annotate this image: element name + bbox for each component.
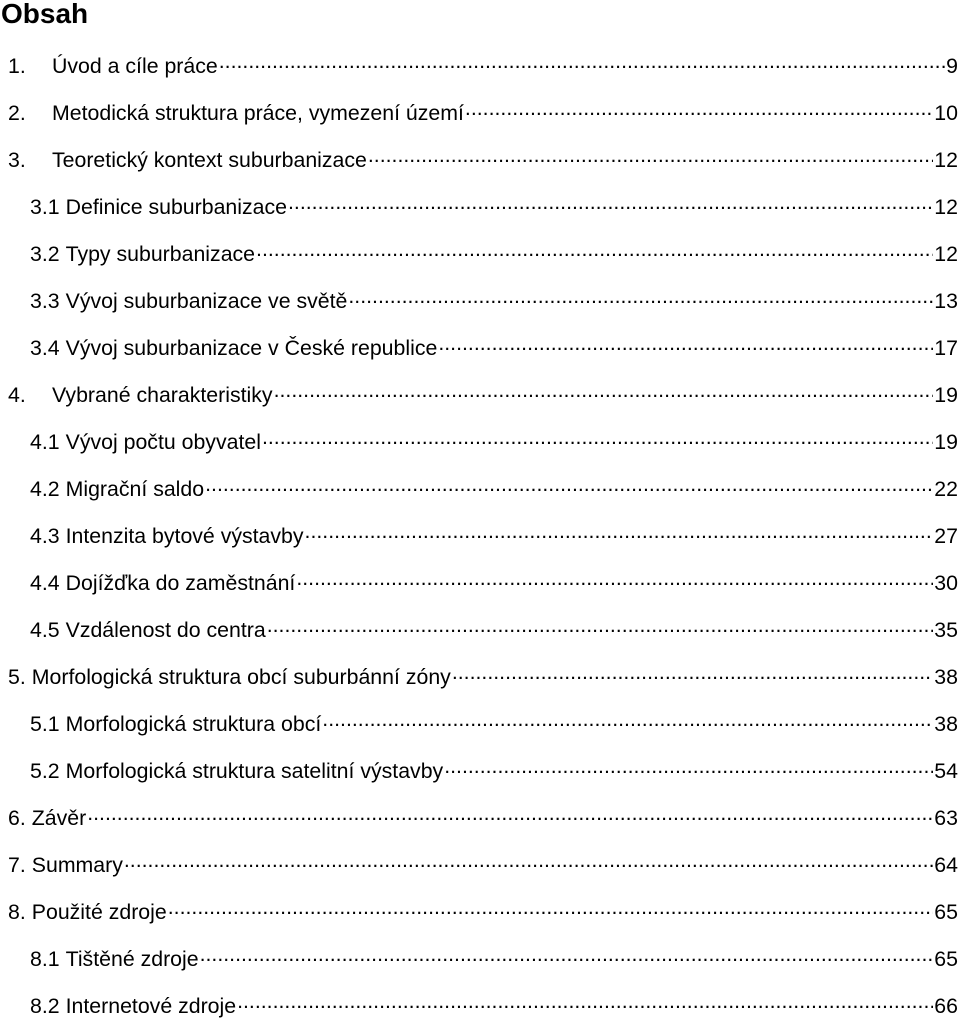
dot-leader [237, 989, 933, 1013]
toc-entry[interactable] [0, 519, 960, 566]
toc-entry-label: Morfologická struktura obcí suburbánní zóny [31, 665, 451, 689]
toc-entry-number: 5. [8, 665, 26, 689]
toc-entry-page: 54 [934, 759, 958, 783]
toc-entry-number: 3.3 [30, 289, 60, 313]
toc-entry-number: 4.4 [30, 571, 60, 595]
dot-leader [368, 143, 933, 167]
toc-entry-label: Vybrané charakteristiky [52, 383, 273, 407]
dot-leader [274, 378, 934, 402]
toc-entry[interactable] [0, 143, 960, 190]
toc-entry[interactable] [0, 190, 960, 237]
toc-entry[interactable] [0, 472, 960, 519]
toc-entry-number: 4.5 [30, 618, 60, 642]
toc-entry-label: Morfologická struktura obcí [65, 712, 322, 736]
toc-entry-number: 4. [8, 383, 26, 407]
toc-entry-page: 10 [934, 101, 958, 125]
toc-entry-page: 12 [934, 195, 958, 219]
toc-entry-number: 8.1 [30, 947, 60, 971]
toc-entry-number: 5.1 [30, 712, 60, 736]
page-title: Obsah [1, 0, 89, 29]
dot-leader [296, 566, 933, 590]
toc-entry[interactable] [0, 566, 960, 613]
toc-entry[interactable] [0, 895, 960, 942]
dot-leader [256, 237, 933, 261]
table-of-contents [0, 49, 960, 1036]
dot-leader [348, 284, 933, 308]
toc-entry[interactable] [0, 425, 960, 472]
toc-entry[interactable] [0, 237, 960, 284]
toc-entry-number: 8. [8, 900, 26, 924]
toc-entry-page: 9 [946, 54, 958, 78]
toc-entry-label: Teoretický kontext suburbanizace [52, 148, 367, 172]
toc-entry-number: 4.1 [30, 430, 60, 454]
toc-entry-page: 63 [934, 806, 958, 830]
toc-entry-number: 7. [8, 853, 26, 877]
toc-entry[interactable] [0, 989, 960, 1036]
dot-leader [444, 754, 933, 778]
toc-entry-number: 3.4 [30, 336, 60, 360]
toc-entry-page: 30 [934, 571, 958, 595]
dot-leader [288, 190, 933, 214]
toc-entry[interactable] [0, 613, 960, 660]
toc-entry-label: Použité zdroje [31, 900, 167, 924]
toc-entry-page: 64 [934, 853, 958, 877]
dot-leader [168, 895, 934, 919]
toc-entry[interactable] [0, 942, 960, 989]
toc-entry-number: 3.2 [30, 242, 60, 266]
toc-entry-label: Internetové zdroje [65, 994, 237, 1018]
toc-entry-page: 38 [934, 712, 958, 736]
toc-entry-page: 65 [934, 900, 958, 924]
toc-entry[interactable] [0, 801, 960, 848]
toc-entry-number: 3.1 [30, 195, 60, 219]
toc-entry-label: Metodická struktura práce, vymezení území [52, 101, 464, 125]
toc-entry-page: 17 [934, 336, 958, 360]
toc-entry-label: Vývoj suburbanizace v České republice [65, 336, 438, 360]
toc-entry-number: 2. [8, 101, 26, 125]
toc-entry[interactable] [0, 96, 960, 143]
toc-entry-label: Úvod a cíle práce [52, 54, 218, 78]
dot-leader [219, 49, 945, 73]
toc-entry-label: Závěr [31, 806, 87, 830]
toc-entry-page: 66 [934, 994, 958, 1018]
toc-entry-label: Vývoj suburbanizace ve světě [65, 289, 348, 313]
toc-entry-label: Morfologická struktura satelitní výstavby [65, 759, 444, 783]
toc-entry-number: 8.2 [30, 994, 60, 1018]
toc-entry-label: Tištěné zdroje [65, 947, 199, 971]
toc-entry-label: Typy suburbanizace [65, 242, 256, 266]
dot-leader [465, 96, 933, 120]
toc-entry[interactable] [0, 378, 960, 425]
dot-leader [267, 613, 934, 637]
toc-entry-label: Vývoj počtu obyvatel [65, 430, 261, 454]
toc-entry[interactable] [0, 848, 960, 895]
dot-leader [322, 707, 933, 731]
toc-entry-page: 35 [934, 618, 958, 642]
toc-entry-page: 38 [934, 665, 958, 689]
toc-entry-label: Migrační saldo [65, 477, 205, 501]
dot-leader [305, 519, 934, 543]
toc-entry-page: 12 [934, 148, 958, 172]
toc-entry-label: Vzdálenost do centra [65, 618, 266, 642]
toc-entry-page: 27 [934, 524, 958, 548]
toc-entry-label: Definice suburbanizace [65, 195, 287, 219]
toc-entry-page: 22 [934, 477, 958, 501]
toc-entry-page: 19 [934, 383, 958, 407]
toc-entry[interactable] [0, 284, 960, 331]
dot-leader [200, 942, 934, 966]
toc-entry[interactable] [0, 49, 960, 96]
toc-entry-page: 13 [934, 289, 958, 313]
toc-entry[interactable] [0, 754, 960, 801]
dot-leader [452, 660, 933, 684]
toc-entry[interactable] [0, 660, 960, 707]
toc-entry-number: 1. [8, 54, 26, 78]
toc-entry-page: 65 [934, 947, 958, 971]
toc-entry-label: Dojížďka do zaměstnání [65, 571, 296, 595]
toc-entry-number: 5.2 [30, 759, 60, 783]
toc-entry-number: 4.2 [30, 477, 60, 501]
toc-entry-label: Summary [31, 853, 123, 877]
toc-entry[interactable] [0, 331, 960, 378]
toc-entry-page: 19 [934, 430, 958, 454]
toc-entry-number: 6. [8, 806, 26, 830]
dot-leader [205, 472, 933, 496]
toc-entry-page: 12 [934, 242, 958, 266]
toc-entry-number: 3. [8, 148, 26, 172]
dot-leader [262, 425, 933, 449]
dot-leader [87, 801, 933, 825]
dot-leader [124, 848, 933, 872]
dot-leader [438, 331, 933, 355]
toc-entry-label: Intenzita bytové výstavby [65, 524, 304, 548]
toc-entry[interactable] [0, 707, 960, 754]
toc-entry-number: 4.3 [30, 524, 60, 548]
